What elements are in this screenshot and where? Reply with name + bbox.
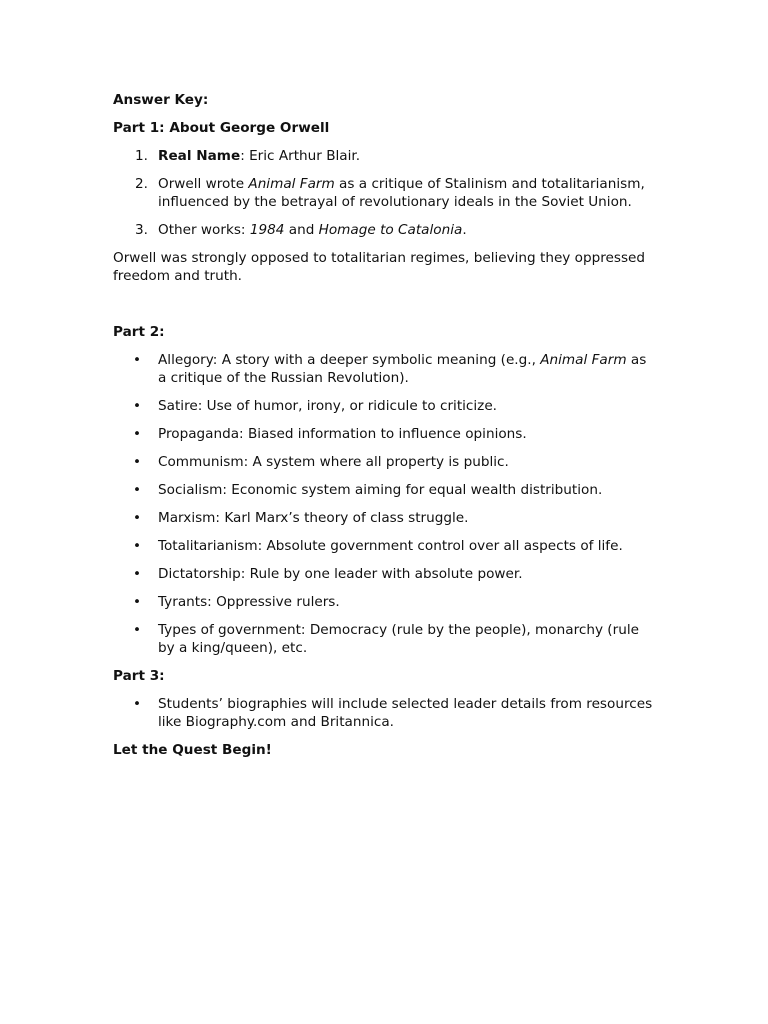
book-title: Animal Farm <box>540 352 627 368</box>
bullet: • <box>133 566 142 582</box>
list-number: 2. <box>135 176 148 192</box>
part3-list <box>113 695 658 731</box>
bullet: • <box>133 454 142 470</box>
item-text: Students’ biographies will include selected leader details from resources like Biography.com and Britannica. <box>158 696 653 730</box>
bullet: • <box>133 426 142 442</box>
bullet: • <box>133 622 142 638</box>
book-title: 1984 <box>249 222 285 238</box>
list-item <box>113 453 658 471</box>
part1-list <box>113 147 658 239</box>
item-text: . <box>462 222 467 238</box>
item-text: as a critique of the Russian Revolution). <box>158 352 647 386</box>
list-item <box>113 481 658 499</box>
list-item <box>113 695 658 731</box>
item-text: Tyrants: Oppressive rulers. <box>158 594 340 610</box>
part2-list <box>113 351 658 657</box>
list-item <box>113 397 658 415</box>
item-text: and <box>284 222 319 238</box>
answer-key-title: Answer Key: <box>113 92 209 108</box>
item-text: Marxism: Karl Marx’s theory of class struggle. <box>158 510 469 526</box>
bullet: • <box>133 594 142 610</box>
part3-heading: Part 3: <box>113 668 165 684</box>
item-text: Other works: <box>158 222 250 238</box>
list-item <box>113 351 658 387</box>
list-item <box>113 593 658 611</box>
list-item <box>113 509 658 527</box>
book-title: Animal Farm <box>248 176 335 192</box>
list-item <box>113 425 658 443</box>
item-text: Satire: Use of humor, irony, or ridicule to criticize. <box>158 398 498 414</box>
part1-heading: Part 1: About George Orwell <box>113 120 330 136</box>
closing-line: Let the Quest Begin! <box>113 742 272 758</box>
list-item <box>113 621 658 657</box>
part2-heading: Part 2: <box>113 324 165 340</box>
item-text: Totalitarianism: Absolute government control over all aspects of life. <box>158 538 623 554</box>
list-item <box>113 537 658 555</box>
bullet: • <box>133 352 142 368</box>
list-item <box>113 221 658 239</box>
book-title: Homage to Catalonia <box>318 222 463 238</box>
item-text: as a critique of Stalinism and totalitarianism, influenced by the betrayal of revolutionary ideals in the Soviet Union. <box>158 176 645 210</box>
bullet: • <box>133 696 142 712</box>
item-text: Types of government: Democracy (rule by the people), monarchy (rule by a king/queen), etc. <box>158 622 639 656</box>
item-text: Orwell wrote <box>158 176 249 192</box>
orwell-summary: Orwell was strongly opposed to totalitarian regimes, believing they oppressed freedom and truth. <box>113 250 646 284</box>
bullet: • <box>133 398 142 414</box>
bullet: • <box>133 538 142 554</box>
item-text: Socialism: Economic system aiming for equal wealth distribution. <box>158 482 603 498</box>
list-item <box>113 147 658 165</box>
list-number: 1. <box>135 148 148 164</box>
item-text: Propaganda: Biased information to influence opinions. <box>158 426 527 442</box>
document-content <box>113 91 658 759</box>
item-text: Communism: A system where all property is public. <box>158 454 509 470</box>
bullet: • <box>133 482 142 498</box>
bullet: • <box>133 510 142 526</box>
list-number: 3. <box>135 222 148 238</box>
real-name-value: : Eric Arthur Blair. <box>240 148 361 164</box>
item-text: Dictatorship: Rule by one leader with absolute power. <box>158 566 523 582</box>
item-text: Allegory: A story with a deeper symbolic meaning (e.g., <box>158 352 541 368</box>
list-item <box>113 565 658 583</box>
real-name-label: Real Name <box>158 148 241 164</box>
list-item <box>113 175 658 211</box>
